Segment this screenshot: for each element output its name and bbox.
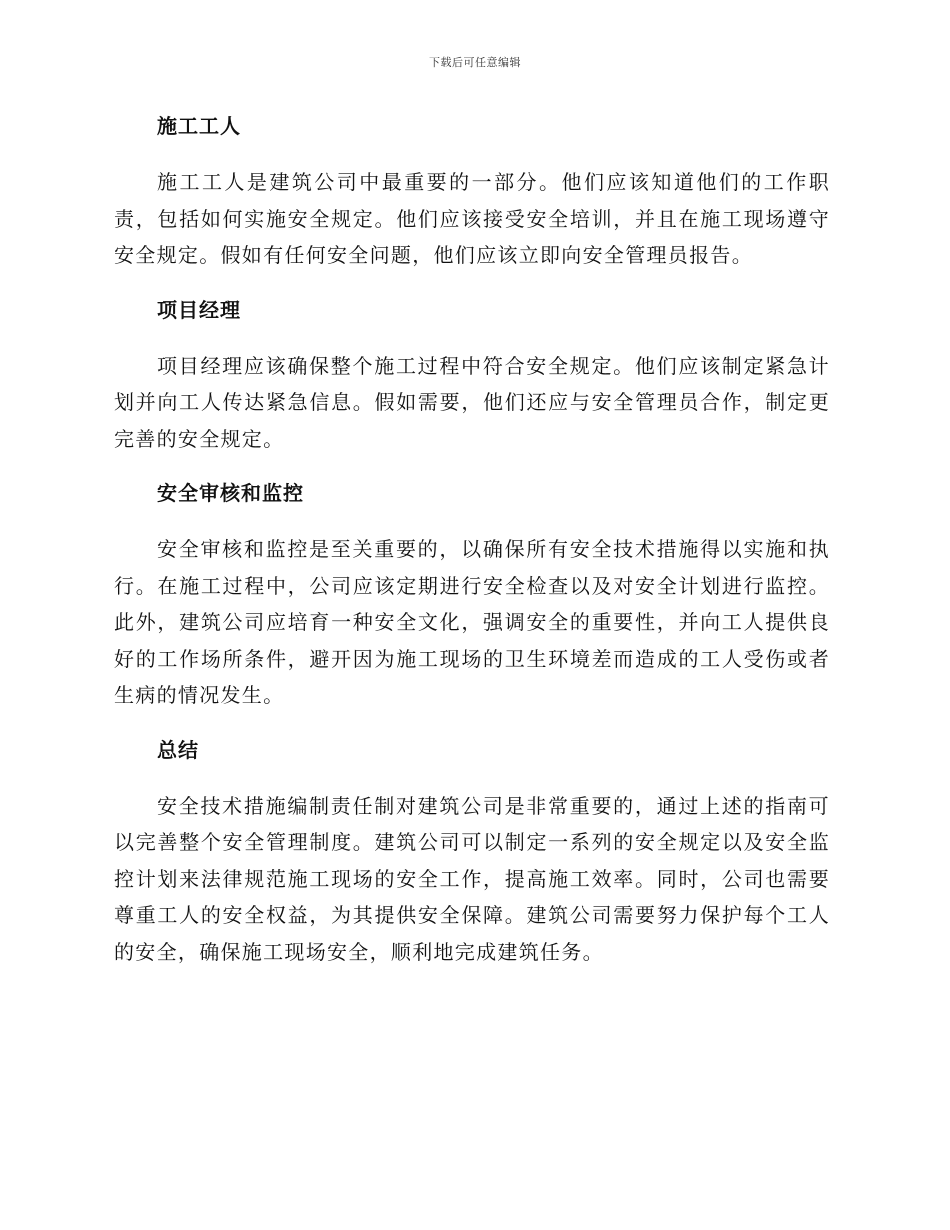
section-summary xyxy=(114,732,830,971)
section-body: 施工工人是建筑公司中最重要的一部分。他们应该知道他们的工作职责，包括如何实施安全规定。他们应该接受安全培训，并且在施工现场遵守安全规定。假如有任何安全问题，他们应该立即向安全管理员报告。 xyxy=(114,170,830,267)
section-heading: 总结 xyxy=(157,737,199,762)
section-heading: 安全审核和监控 xyxy=(157,481,304,505)
section-construction-workers xyxy=(114,108,830,292)
header-note: 下载后可任意编辑 xyxy=(429,56,521,69)
section-body: 项目经理应该确保整个施工过程中符合安全规定。他们应该制定紧急计划并向工人传达紧急信息。假如需要，他们还应与安全管理员合作，制定更完善的安全规定。 xyxy=(114,353,830,451)
section-safety-audit xyxy=(114,475,830,732)
section-body: 安全审核和监控是至关重要的，以确保所有安全技术措施得以实施和执行。在施工过程中，公司应该定期进行安全检查以及对安全计划进行监控。此外，建筑公司应培育一种安全文化，强调安全的重要性，并向工人提供良好的工作场所条件，避开因为施工现场的卫生环境差而造成的工人受伤或者生病的情况发生。 xyxy=(114,537,830,707)
section-project-manager xyxy=(114,292,830,476)
document-content xyxy=(114,108,830,970)
section-heading: 项目经理 xyxy=(157,297,241,322)
section-body: 安全技术措施编制责任制对建筑公司是非常重要的，通过上述的指南可以完善整个安全管理制度。建筑公司可以制定一系列的安全规定以及安全监控计划来法律规范施工现场的安全工作，提高施工效率。同时，公司也需要尊重工人的安全权益，为其提供安全保障。建筑公司需要努力保护每个工人的安全，确保施工现场安全，顺利地完成建筑任务。 xyxy=(114,793,830,964)
section-heading: 施工工人 xyxy=(157,114,241,138)
